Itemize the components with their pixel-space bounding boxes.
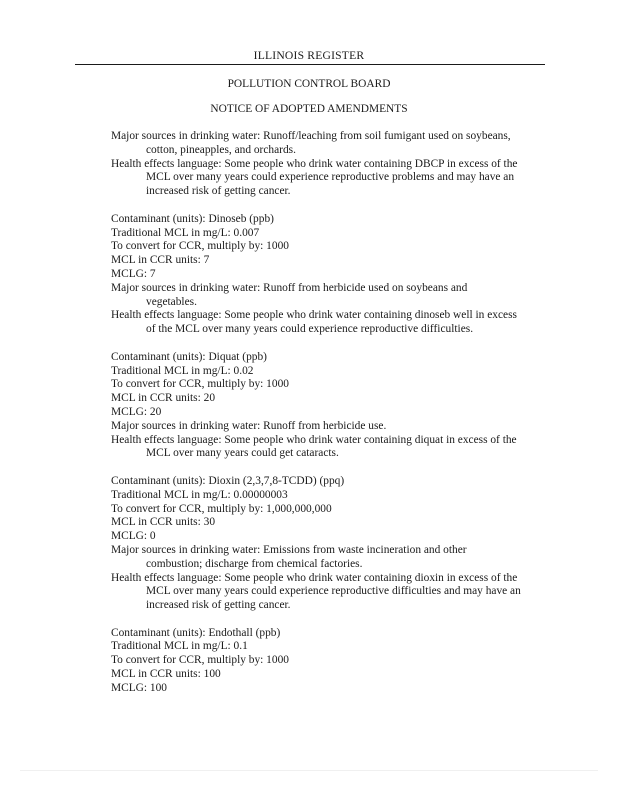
text-line: To convert for CCR, multiply by: 1,000,000,000 xyxy=(111,502,332,515)
footer-rule xyxy=(20,770,598,771)
text-line: Contaminant (units): Endothall (ppb) xyxy=(111,626,281,639)
paragraph-gap xyxy=(111,461,546,475)
text-line: To convert for CCR, multiply by: 1000 xyxy=(111,378,289,391)
text-line: Health effects language: Some people who drink water containing DBCP in excess of the xyxy=(111,157,518,170)
text-line: MCL over many years could experience reproductive problems and may have an xyxy=(146,171,515,184)
register-title: ILLINOIS REGISTER xyxy=(253,49,365,62)
text-line: Contaminant (units): Diquat (ppb) xyxy=(111,350,267,363)
text-line: Major sources in drinking water: Runoff from herbicide use. xyxy=(111,419,387,432)
text-line: Traditional MCL in mg/L: 0.007 xyxy=(111,226,260,239)
text-line: MCL in CCR units: 100 xyxy=(111,668,221,681)
text-line: MCL in CCR units: 7 xyxy=(111,254,210,267)
paragraph-gap xyxy=(111,337,546,351)
text-line: MCL over many years could experience reproductive difficulties and may have an xyxy=(146,585,521,598)
text-line: Major sources in drinking water: Runoff/leaching from soil fumigant used on soybeans, xyxy=(111,130,511,142)
text-line: of the MCL over many years could experience reproductive difficulties. xyxy=(146,323,474,336)
text-line: MCL in CCR units: 30 xyxy=(111,516,216,529)
document-body xyxy=(111,130,546,696)
text-line: increased risk of getting cancer. xyxy=(146,185,291,198)
text-line: Major sources in drinking water: Emissions from waste incineration and other xyxy=(111,543,467,556)
text-line: Major sources in drinking water: Runoff from herbicide used on soybeans and xyxy=(111,281,468,294)
text-line: MCLG: 20 xyxy=(111,405,162,418)
header-rule xyxy=(75,64,545,65)
text-line: Health effects language: Some people who drink water containing diquat in excess of the xyxy=(111,433,517,446)
paragraph-gap xyxy=(111,199,546,213)
text-line: Traditional MCL in mg/L: 0.00000003 xyxy=(111,488,288,501)
text-line: Health effects language: Some people who drink water containing dioxin in excess of the xyxy=(111,571,518,584)
board-name: POLLUTION CONTROL BOARD xyxy=(227,78,391,90)
text-line: Contaminant (units): Dinoseb (ppb) xyxy=(111,212,274,225)
text-line: To convert for CCR, multiply by: 1000 xyxy=(111,240,289,253)
text-line: Traditional MCL in mg/L: 0.1 xyxy=(111,640,248,653)
text-line: Traditional MCL in mg/L: 0.02 xyxy=(111,364,254,377)
text-line: combustion; discharge from chemical factories. xyxy=(146,557,363,570)
text-line: MCL over many years could get cataracts. xyxy=(146,447,339,460)
text-line: vegetables. xyxy=(146,295,197,308)
text-line: Contaminant (units): Dioxin (2,3,7,8-TCDD) (ppq) xyxy=(111,474,345,487)
text-line: MCL in CCR units: 20 xyxy=(111,392,216,405)
text-line: To convert for CCR, multiply by: 1000 xyxy=(111,654,289,667)
text-line: cotton, pineapples, and orchards. xyxy=(146,143,296,156)
text-line: increased risk of getting cancer. xyxy=(146,599,291,612)
text-line: MCLG: 100 xyxy=(111,681,168,694)
text-line: Health effects language: Some people who drink water containing dinoseb well in excess xyxy=(111,309,517,322)
text-line: MCLG: 7 xyxy=(111,267,156,280)
notice-title: NOTICE OF ADOPTED AMENDMENTS xyxy=(210,103,408,115)
text-line: MCLG: 0 xyxy=(111,530,156,543)
paragraph-gap xyxy=(111,613,546,627)
